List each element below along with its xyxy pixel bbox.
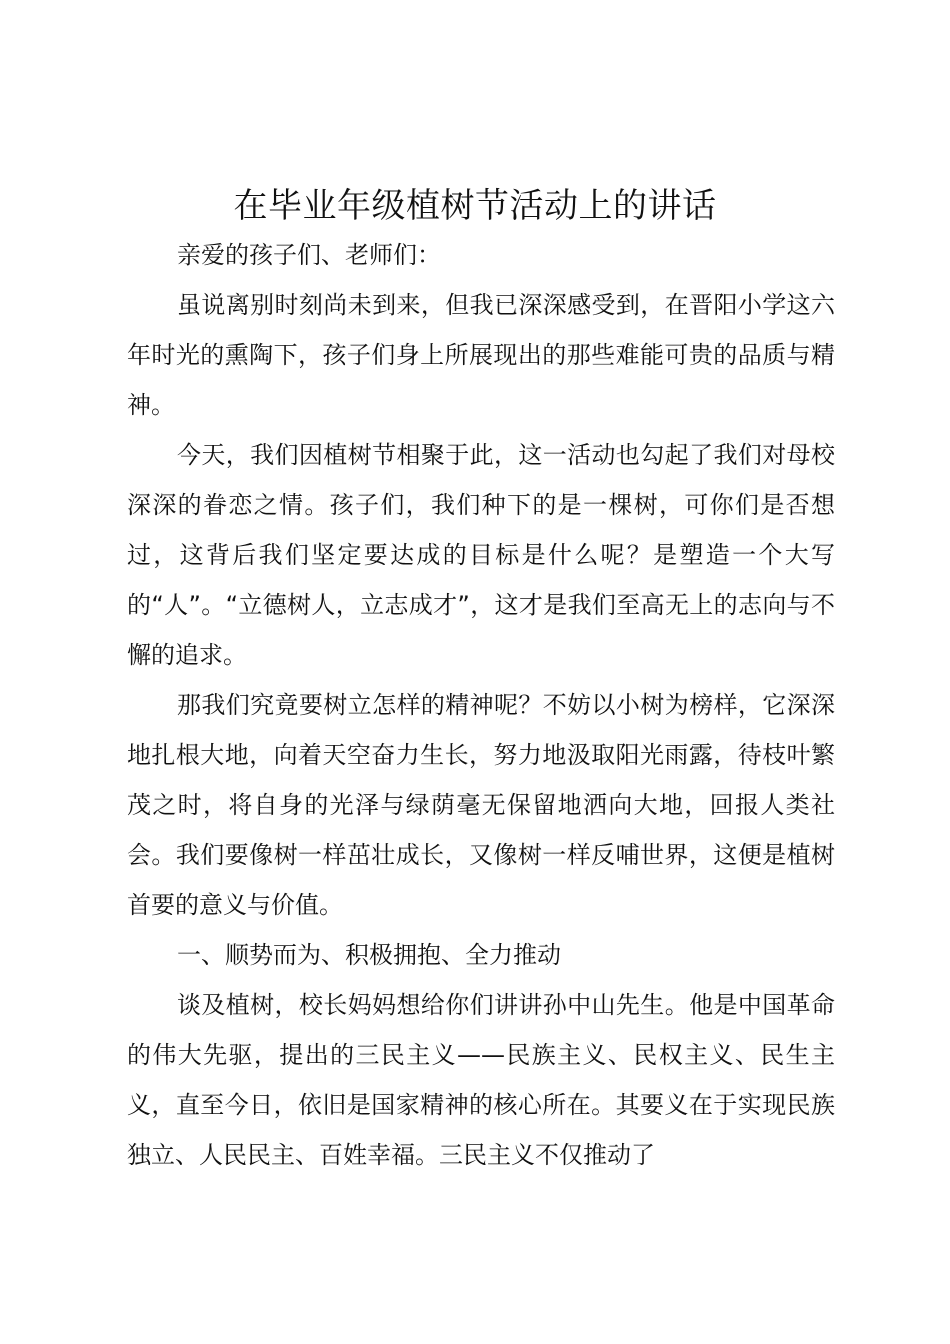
body-paragraph: 虽说离别时刻尚未到来，但我已深深感受到，在晋阳小学这六年时光的熏陶下，孩子们身上所展现出的那些难能可贵的品质与精神。 (127, 291, 835, 419)
document-title: 在毕业年级植树节活动上的讲话 (233, 186, 717, 226)
salutation-paragraph: 亲爱的孩子们、老师们： (177, 241, 441, 269)
body-paragraph: 今天，我们因植树节相聚于此，这一活动也勾起了我们对母校深深的眷恋之情。孩子们，我们种下的是一棵树，可你们是否想过，这背后我们坚定要达成的目标是什么呢？是塑造一个大写的“人”。“立德树人，立志成才”，这才是我们至高无上的志向与不懈的追求。 (127, 441, 835, 669)
body-paragraph: 那我们究竟要树立怎样的精神呢？不妨以小树为榜样，它深深地扎根大地，向着天空奋力生长，努力地汲取阳光雨露，待枝叶繁茂之时，将自身的光泽与绿荫毫无保留地洒向大地，回报人类社会。我们要像树一样茁壮成长，又像树一样反哺世界，这便是植树首要的意义与价值。 (127, 691, 835, 919)
document-body (127, 230, 835, 1180)
section-heading: 一、顺势而为、积极拥抱、全力推动 (177, 941, 561, 969)
body-paragraph: 谈及植树，校长妈妈想给你们讲讲孙中山先生。他是中国革命的伟大先驱，提出的三民主义——民族主义、民权主义、民生主义，直至今日，依旧是国家精神的核心所在。其要义在于实现民族独立、人民民主、百姓幸福。三民主义不仅推动了 (127, 991, 835, 1169)
